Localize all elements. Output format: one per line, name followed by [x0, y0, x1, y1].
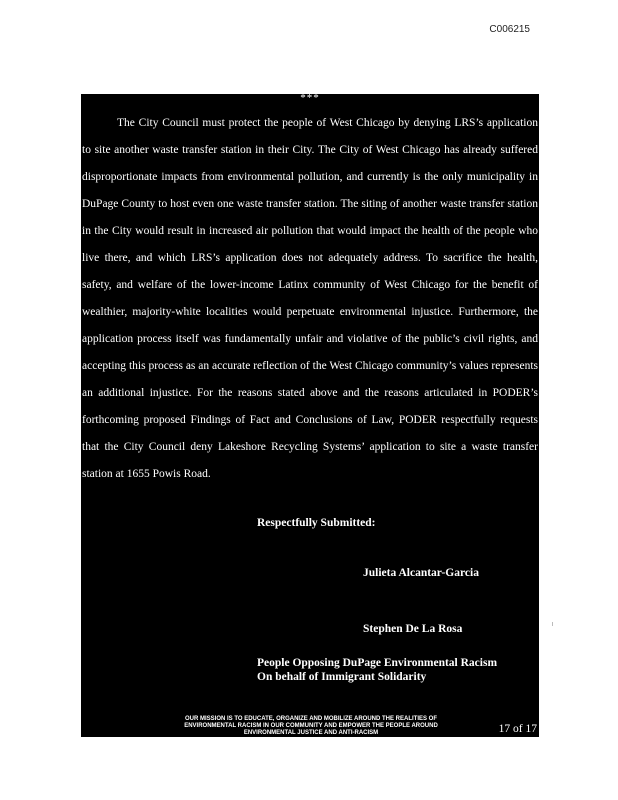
organization-affiliation: On behalf of Immigrant Solidarity: [257, 671, 427, 683]
body-paragraph: [82, 110, 538, 488]
scan-mark: [552, 622, 553, 626]
body-line: live there, and which LRS’s application does not adequately address. To sacrifice the health,: [82, 252, 538, 264]
section-separator: ***: [300, 92, 320, 104]
body-line: wealthier, majority-white localities would perpetuate environmental injustice. Furthermore, the: [82, 306, 538, 318]
mission-line: ENVIRONMENTAL RACISM IN OUR COMMUNITY AND EMPOWER THE PEOPLE AROUND: [184, 723, 438, 729]
signer-name-1: Julieta Alcantar-Garcia: [363, 567, 479, 579]
mission-line: OUR MISSION IS TO EDUCATE, ORGANIZE AND MOBILIZE AROUND THE REALITIES OF: [184, 716, 437, 722]
body-line: disproportionate impacts from environmental pollution, and currently is the only municipality in: [82, 171, 538, 183]
body-line: station at 1655 Powis Road.: [82, 468, 211, 480]
body-line: The City Council must protect the people of West Chicago by denying LRS’s application: [117, 117, 538, 129]
page-number: 17 of 17: [498, 723, 537, 735]
body-line: DuPage County to host even one waste transfer station. The siting of another waste transfer station: [82, 198, 538, 210]
body-line: accepting this process as an accurate reflection of the West Chicago community’s values represents: [82, 360, 538, 372]
body-line: to site another waste transfer station in their City. The City of West Chicago has already suffered: [82, 144, 538, 156]
body-line: forthcoming proposed Findings of Fact and Conclusions of Law, PODER respectfully requests: [82, 414, 538, 426]
signer-name-2: Stephen De La Rosa: [363, 623, 463, 635]
letter-page: [81, 94, 539, 737]
body-line: application process itself was fundamentally unfair and violative of the public’s civil rights, and: [82, 333, 538, 345]
body-line: safety, and welfare of the lower-income Latinx community of West Chicago for the benefit of: [82, 279, 538, 291]
closing-text: Respectfully Submitted:: [257, 517, 376, 529]
body-line: an additional injustice. For the reasons stated above and the reasons articulated in PODER’s: [82, 387, 538, 399]
footer-mission-statement: [131, 716, 491, 737]
document-id: C006215: [489, 24, 530, 35]
body-line: that the City Council deny Lakeshore Recycling Systems’ application to site a waste transfer: [82, 441, 538, 453]
body-line: in the City would result in increased air pollution that would impact the health of the people who: [82, 225, 538, 237]
organization-name: People Opposing DuPage Environmental Racism: [257, 657, 498, 669]
mission-line: ENVIRONMENTAL JUSTICE AND ANTI-RACISM: [243, 730, 379, 736]
